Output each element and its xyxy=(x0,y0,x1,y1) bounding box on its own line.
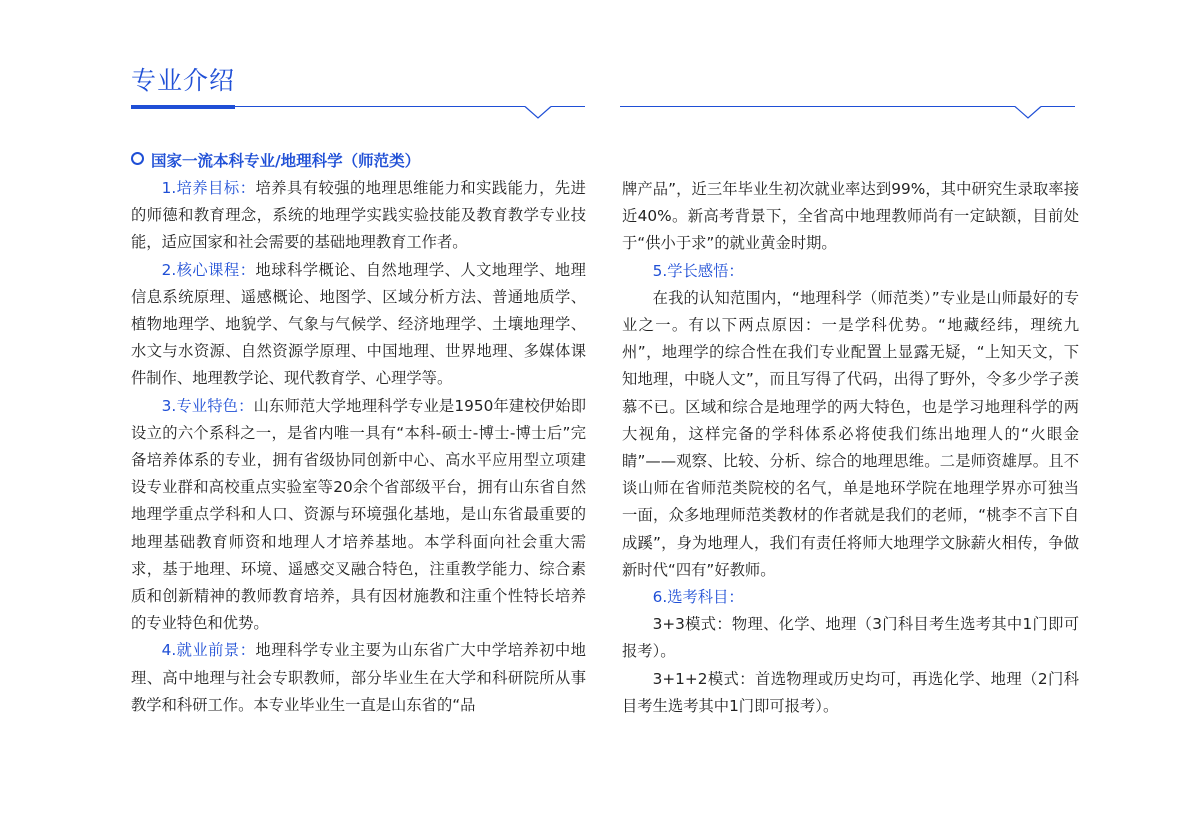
training-goal-paragraph: 1.培养目标：培养具有较强的地理思维能力和实践能力，先进的师德和教育理念，系统的地理学实践实验技能及教育教学专业技能，适应国家和社会需要的基础地理教育工作者。 xyxy=(131,179,586,252)
title-underline-left xyxy=(131,98,585,120)
core-courses-paragraph: 2.核心课程：地球科学概论、自然地理学、人文地理学、地理信息系统原理、遥感概论、地图学、区域分析方法、普通地质学、植物地理学、地貌学、气象与气候学、经济地理学、土壤地理学、水文与水资源、自然资源学原理、中国地理、世界地理、多媒体课件制作、地理教学论、现代教育学、心理学等。 xyxy=(131,260,586,388)
employment-paragraph-continued: 牌产品”，近三年毕业生初次就业率达到99%，其中研究生录取率接近40%。新高考背景下，全省高中地理教师尚有一定缺额，目前处于“供小于求”的就业黄金时期。 xyxy=(622,180,1079,253)
chevron-down-icon xyxy=(1015,107,1041,119)
chevron-down-icon xyxy=(525,107,551,119)
title-underline-right xyxy=(620,98,1075,120)
features-label: 3.专业特色： xyxy=(161,396,254,415)
section-heading: 国家一流本科专业/地理科学（师范类） xyxy=(131,148,586,175)
right-column xyxy=(622,176,1079,720)
page-title: 专业介绍 xyxy=(131,66,236,95)
left-column xyxy=(131,148,586,719)
circle-bullet-icon xyxy=(131,152,144,165)
subject-selection-label: 6.选考科目： xyxy=(652,588,744,607)
senior-insight-paragraph: 在我的认知范围内，“地理科学（师范类）”专业是山师最好的专业之一。有以下两点原因：一是学科优势。“地藏经纬，理统九州”，地理学的综合性在我们专业配置上显露无疑，“上知天文，下知地理，中晓人文”，而且写得了代码，出得了野外，令多少学子羡慕不已。区域和综合是地理学的两大特色，也是学习地理科学的两大视角，这样完备的学科体系必将使我们练出地理人的“火眼金睛”——观察、比较、分析、综合的地理思维。二是师资雄厚。且不谈山师在省师范类院校的名气，单是地环学院在地理学界亦可独当一面，众多地理师范类教材的作者就是我们的老师，“桃李不言下自成蹊”，身为地理人，我们有责任将师大地理学文脉薪火相传，争做新时代“四有”好教师。 xyxy=(622,288,1079,579)
employment-paragraph: 4.就业前景：地理科学专业主要为山东省广大中学培养初中地理、高中地理与社会专职教师，部分毕业生在大学和科研院所从事教学和科研工作。本专业毕业生一直是山东省的“品 xyxy=(131,641,586,714)
subject-mode-b: 3+1+2模式：首选物理或历史均可，再选化学、地理（2门科目考生选考其中1门即可报考）。 xyxy=(622,669,1079,715)
core-courses-label: 2.核心课程： xyxy=(161,260,256,279)
senior-insight-label: 5.学长感悟： xyxy=(652,261,744,280)
subject-mode-a: 3+3模式：物理、化学、地理（3门科目考生选考其中1门即可报考）。 xyxy=(622,615,1079,661)
features-paragraph: 3.专业特色：山东师范大学地理科学专业是1950年建校伊始即设立的六个系科之一，是省内唯一具有“本科-硕士-博士-博士后”完备培养体系的专业，拥有省级协同创新中心、高水平应用型立项建设专业群和高校重点实验室等20余个省部级平台，拥有山东省自然地理学重点学科和人口、资源与环境强化基地，是山东省最重要的地理基础教育师资和地理人才培养基地。本学科面向社会重大需求，基于地理、环境、遥感交叉融合特色，注重教学能力、综合素质和创新精神的教师教育培养，具有因材施教和注重个性特长培养的专业特色和优势。 xyxy=(131,396,586,633)
employment-label: 4.就业前景： xyxy=(161,641,256,660)
training-goal-label: 1.培养目标： xyxy=(161,179,256,197)
